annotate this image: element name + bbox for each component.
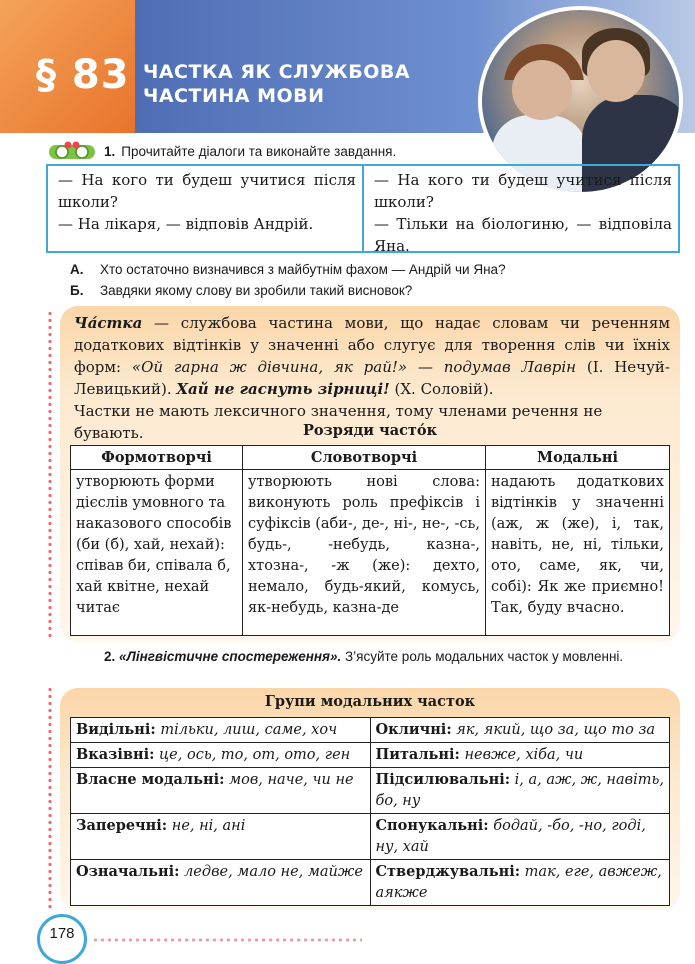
- group-cell: Окличні: як, який, що за, що то за: [370, 718, 670, 743]
- question-a: А. Хто остаточно визначився з майбутнім фахом — Андрій чи Яна?: [70, 262, 506, 277]
- group-cell: Спонукальні: бодай, -бо, -но, годі, ну, хай: [370, 814, 670, 860]
- group-cell: Заперечні: не, ні, ані: [71, 814, 371, 860]
- group-cell: Власне модальні: мов, наче, чи не: [71, 768, 371, 814]
- categories-heading: Розряди часто́к: [302, 422, 438, 439]
- dialog-yana: — На кого ти будеш учитися після школи? — Тільки на біологиню, — відповіла Яна.: [362, 166, 678, 251]
- cell-formative: утворюють форми дієслів умовного та наказового способів (би (б), хай, нехай): співав би, співала б, хай квітне, нехай читає: [71, 470, 243, 636]
- chapter-title: ЧАСТКА ЯК СЛУЖБОВА ЧАСТИНА МОВИ: [143, 61, 411, 107]
- question-b: Б. Завдяки якому слову ви зробили такий висновок?: [70, 283, 413, 298]
- groups-heading: Групи модальних часток: [264, 693, 476, 710]
- pair-work-icon: [48, 141, 96, 161]
- modal-groups-table: [70, 717, 670, 906]
- paragraph-number: § 83: [36, 52, 130, 98]
- dialog-andriy: — На кого ти будеш учитися після школи? — На лікаря, — відповів Андрій.: [58, 171, 356, 233]
- group-cell: Стверджувальні: так, еге, авжеж, аякже: [370, 860, 670, 906]
- particle-definition: Ча́стка — службова частина мови, що надає словам чи реченням додаткових відтінків у значенні або слугує для творення слів чи їхніх форм: «Ой гарна ж дівчина, як рай!» — подумав Лаврін (І. Нечуй-Левицький). Хай не гаснуть зірниці! (Х. Соловій). Частки не мають лексичного значення, тому членами речення не бувають.: [74, 314, 670, 442]
- page-number: 178: [49, 925, 75, 942]
- group-cell: Вказівні: це, ось, то, от, ото, ген: [71, 743, 371, 768]
- cell-modal: надають додаткових відтінків у значенні (аж, ж (же), і, так, навіть, не, ні, тільки, ото, саме, як, чи, собі): Як же приємно! Так, буду вчасно.: [486, 470, 670, 636]
- dotted-margin-line-2: [48, 686, 52, 908]
- dotted-margin-line: [48, 310, 52, 640]
- col-header-derivational: Словотворчі: [243, 446, 486, 470]
- categories-table: [70, 445, 670, 636]
- cell-derivational: утворюють нові слова: виконують роль префіксів і суфіксів (аби-, де-, ні-, не-, -сь, будь-, -небудь, казна-, хтозна-, -ж (же): дехто, немало, будь-який, комусь, як-небудь, казна-де: [243, 470, 486, 636]
- group-cell: Означальні: ледве, мало не, майже: [71, 860, 371, 906]
- group-cell: Питальні: невже, хіба, чи: [370, 743, 670, 768]
- col-header-formative: Формотворчі: [71, 446, 243, 470]
- task-2-instruction: 2. «Лінгвістичне спостереження». З’ясуйте роль модальних часток у мовленні.: [104, 649, 624, 664]
- group-cell: Видільні: тільки, лиш, саме, хоч: [71, 718, 371, 743]
- group-cell: Підсилювальні: і, а, аж, ж, навіть, бо, ну: [370, 768, 670, 814]
- footer-dotted-line: [92, 938, 362, 942]
- dialog-table: [46, 164, 680, 253]
- task-1-instruction: 1. Прочитайте діалоги та виконайте завдання.: [104, 144, 397, 159]
- rule-note: Частки не мають лексичного значення, тому членами речення не бувають.: [74, 402, 603, 442]
- col-header-modal: Модальні: [486, 446, 670, 470]
